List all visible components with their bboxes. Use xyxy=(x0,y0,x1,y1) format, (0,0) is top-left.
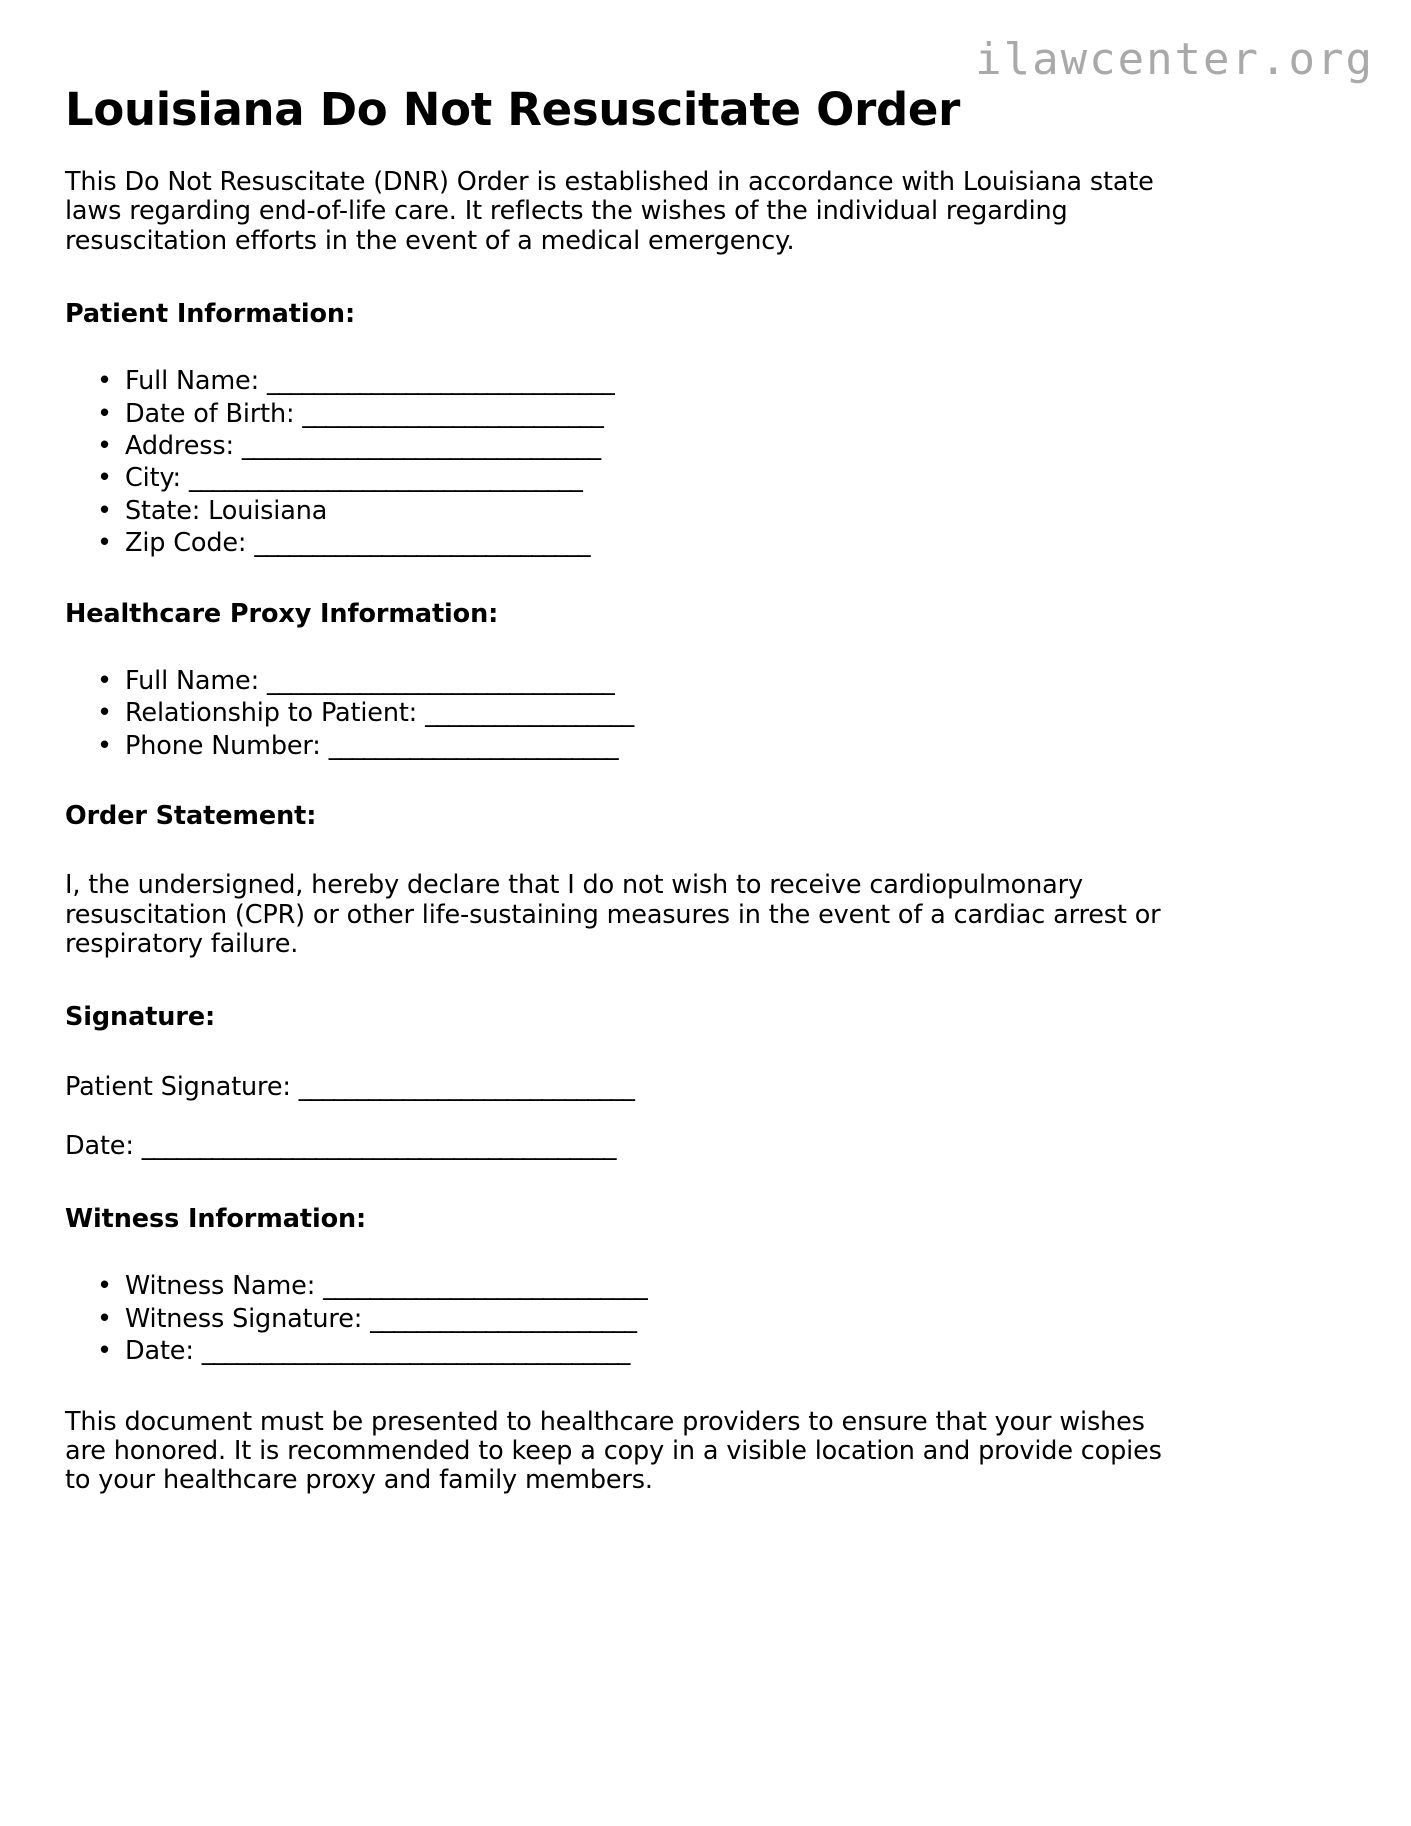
bullet-icon: • xyxy=(97,463,112,494)
spacer xyxy=(65,329,1185,365)
list-item xyxy=(97,730,1185,762)
field-blank-line[interactable]: _______________________ xyxy=(370,1303,636,1334)
list-item xyxy=(97,365,1185,397)
list-item xyxy=(97,1303,1185,1335)
bullet-icon: • xyxy=(97,398,112,429)
field-label: Relationship to Patient: xyxy=(125,698,418,729)
field-label: Full Name: xyxy=(125,665,260,696)
patient-signature-label: Patient Signature: xyxy=(65,1071,291,1102)
field-label: Witness Name: xyxy=(125,1271,316,1302)
field-blank-line[interactable]: _________________________ xyxy=(328,730,618,761)
field-blank-line[interactable]: ______________________________ xyxy=(267,366,614,397)
spacer xyxy=(65,1234,1185,1270)
spacer xyxy=(65,256,1185,300)
field-blank-line[interactable]: _______________________________ xyxy=(241,431,600,461)
field-blank-line[interactable]: ____________________________ xyxy=(323,1271,647,1302)
order-statement-paragraph: I, the undersigned, hereby declare that I do not wish to receive cardiopulmonary resuscitation (CPR) or other life-sustaining measures in the event of a cardiac arrest or respiratory failure. xyxy=(65,870,1161,959)
bullet-icon: • xyxy=(97,1303,112,1334)
section-heading-order-statement: Order Statement: xyxy=(65,800,317,831)
field-label: Address: xyxy=(125,431,234,461)
list-item xyxy=(97,398,1185,430)
list-item xyxy=(97,527,1185,559)
closing-paragraph: This document must be presented to healthcare providers to ensure that your wishes are honored. It is recommended to keep a copy in a visible location and provide copies to your healthcare proxy and family members. xyxy=(65,1406,1162,1496)
section-heading-signature: Signature: xyxy=(65,1002,216,1033)
field-blank-line[interactable]: _____________________________ xyxy=(254,528,590,559)
section-heading-witness-information: Witness Information: xyxy=(65,1204,367,1235)
field-blank-line[interactable]: __________________________ xyxy=(302,398,603,429)
list-item xyxy=(97,462,1185,494)
field-label: Phone Number: xyxy=(125,730,321,761)
list-item xyxy=(97,1270,1185,1302)
bullet-icon: • xyxy=(97,431,112,461)
spacer xyxy=(65,1368,1185,1408)
intro-paragraph: This Do Not Resuscitate (DNR) Order is established in accordance with Louisiana state laws regarding end-of-life care. It reflects the wishes of the individual regarding resuscitation efforts in the event of a medical emergency. xyxy=(65,167,1154,256)
bullet-icon: • xyxy=(97,528,112,559)
section-heading-healthcare-proxy-information: Healthcare Proxy Information: xyxy=(65,598,499,629)
signature-date-row xyxy=(65,1132,1185,1161)
field-label: State: Louisiana xyxy=(125,495,328,526)
spacer xyxy=(65,831,1185,871)
bullet-icon: • xyxy=(97,698,112,729)
witness-information-list xyxy=(65,1270,1185,1367)
list-item xyxy=(97,665,1185,697)
spacer xyxy=(65,959,1185,1003)
signature-date-blank-line[interactable]: _________________________________________ xyxy=(141,1130,616,1161)
bullet-icon: • xyxy=(97,495,112,526)
spacer xyxy=(65,762,1185,802)
field-blank-line[interactable]: ______________________________ xyxy=(267,665,614,696)
signature-date-label: Date: xyxy=(65,1130,134,1161)
site-watermark: ilawcenter.org xyxy=(975,34,1374,85)
spacer xyxy=(65,1033,1185,1073)
patient-signature-blank-line[interactable]: _____________________________ xyxy=(298,1071,634,1102)
field-blank-line[interactable]: __________________ xyxy=(425,698,634,729)
spacer xyxy=(65,629,1185,665)
healthcare-proxy-information-list xyxy=(65,665,1185,762)
bullet-icon: • xyxy=(97,366,112,397)
field-label: Date of Birth: xyxy=(125,398,295,429)
field-label: Full Name: xyxy=(125,366,260,397)
field-label: Date: xyxy=(125,1336,194,1367)
page-title: Louisiana Do Not Resuscitate Order xyxy=(65,83,961,136)
spacer xyxy=(65,1102,1185,1132)
list-item xyxy=(97,1335,1185,1367)
patient-signature-row xyxy=(65,1073,1185,1102)
bullet-icon: • xyxy=(97,1336,112,1367)
bullet-icon: • xyxy=(97,1271,112,1302)
field-blank-line[interactable]: __________________________________ xyxy=(188,463,582,494)
bullet-icon: • xyxy=(97,730,112,761)
list-item xyxy=(97,495,1185,527)
document-body xyxy=(65,168,1185,1496)
section-heading-patient-information: Patient Information: xyxy=(65,298,356,329)
field-label: Zip Code: xyxy=(125,528,247,559)
field-label: City: xyxy=(125,463,181,494)
bullet-icon: • xyxy=(97,665,112,696)
list-item xyxy=(97,430,1185,462)
spacer xyxy=(65,1161,1185,1205)
spacer xyxy=(65,560,1185,600)
field-blank-line[interactable]: _____________________________________ xyxy=(201,1336,630,1367)
list-item xyxy=(97,697,1185,729)
field-label: Witness Signature: xyxy=(125,1303,363,1334)
patient-information-list xyxy=(65,365,1185,559)
